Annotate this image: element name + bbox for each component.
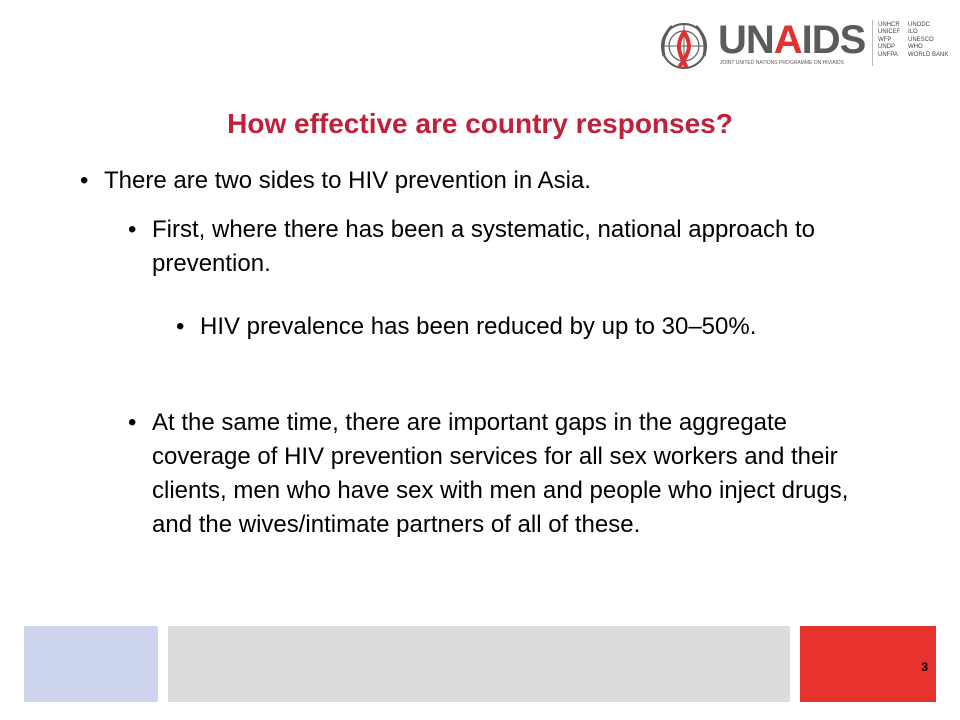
bullet-text: First, where there has been a systematic, national approach to prevention. [152,216,816,277]
logo-subtitle: JOINT UNITED NATIONS PROGRAMME ON HIV/AIDS [720,60,844,66]
logo-divider [872,20,873,66]
footer-block-middle [168,626,790,702]
un-emblem-icon [656,18,712,74]
footer-block-right [800,626,936,702]
bullet-dot-icon: • [128,409,137,436]
bullet-dot-icon: • [176,313,185,340]
bullet-text: HIV prevalence has been reduced by up to 30–50%. [200,313,757,340]
bullet-text: At the same time, there are important gaps in the aggregate coverage of HIV prevention services for all sex workers and their clients, men who have sex with men and people who inject drugs, and the wives/intimate partners of all of these. [152,409,849,538]
bullet-item [176,310,880,344]
unaids-wordmark: UNAIDS [718,18,866,62]
footer-block-left [24,626,158,702]
bullet-dot-icon: • [128,216,137,243]
page-number: 3 [921,660,928,674]
cosponsors-list-2: UNODC ILO UNESCO WHO WORLD BANK [908,22,949,58]
bullet-item [80,164,884,198]
bullet-item [128,213,872,281]
bullet-item [128,406,892,542]
bullet-text: There are two sides to HIV prevention in Asia. [104,167,591,194]
cosponsors-list-1: UNHCR UNICEF WFP UNDP UNFPA [878,22,901,58]
slide-title: How effective are country responses? [227,108,733,139]
bullet-dot-icon: • [80,167,89,194]
